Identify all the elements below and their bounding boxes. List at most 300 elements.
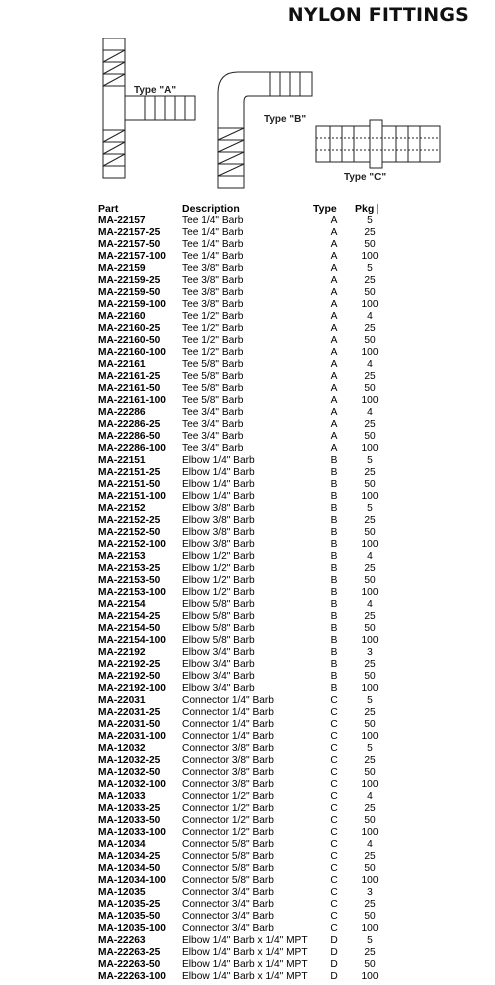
- package-qty: 50: [364, 527, 376, 538]
- table-row: [98, 911, 385, 923]
- fitting-type: B: [330, 479, 338, 490]
- part-number: MA-12032: [98, 743, 146, 754]
- description: Elbow 1/4" Barb x 1/4" MPT: [182, 959, 308, 970]
- part-number: MA-22161-50: [98, 383, 161, 394]
- package-qty: 25: [364, 755, 376, 766]
- part-number: MA-22263: [98, 935, 146, 946]
- part-number: MA-22161-100: [98, 395, 166, 406]
- fitting-type: B: [330, 647, 338, 658]
- part-number: MA-12033-25: [98, 803, 161, 814]
- part-number: MA-22192-25: [98, 659, 161, 670]
- package-qty: 50: [364, 671, 376, 682]
- part-number: MA-22154-50: [98, 623, 161, 634]
- table-row: [98, 383, 385, 395]
- fitting-type: A: [330, 443, 338, 454]
- fitting-type: C: [330, 839, 338, 850]
- description: Connector 1/2" Barb: [182, 791, 274, 802]
- part-number: MA-12035-50: [98, 911, 161, 922]
- package-qty: 25: [364, 563, 376, 574]
- fitting-type: A: [330, 407, 338, 418]
- part-number: MA-22161-25: [98, 371, 161, 382]
- description: Tee 5/8" Barb: [182, 395, 244, 406]
- fitting-type: A: [330, 359, 338, 370]
- fitting-type: B: [330, 491, 338, 502]
- part-number: MA-22192-100: [98, 683, 166, 694]
- table-row: [98, 623, 385, 635]
- parts-table: [98, 202, 385, 983]
- part-number: MA-12035-25: [98, 899, 161, 910]
- column-header-pkg: Pkg: [355, 202, 385, 215]
- part-number: MA-22157-25: [98, 227, 161, 238]
- description: Elbow 5/8" Barb: [182, 611, 255, 622]
- table-row: [98, 215, 385, 227]
- package-qty: 25: [364, 611, 376, 622]
- part-number: MA-22161: [98, 359, 146, 370]
- package-qty: 100: [361, 635, 379, 646]
- package-qty: 100: [361, 923, 379, 934]
- description: Tee 1/2" Barb: [182, 323, 244, 334]
- part-number: MA-12032-50: [98, 767, 161, 778]
- description: Elbow 3/8" Barb: [182, 527, 255, 538]
- package-qty: 100: [361, 971, 379, 982]
- part-number: MA-22286-50: [98, 431, 161, 442]
- table-row: [98, 527, 385, 539]
- table-row: [98, 707, 385, 719]
- fitting-type: C: [330, 731, 338, 742]
- description: Connector 1/4" Barb: [182, 731, 274, 742]
- part-number: MA-22159: [98, 263, 146, 274]
- part-number: MA-22159-100: [98, 299, 166, 310]
- fitting-type: C: [330, 815, 338, 826]
- fitting-type: C: [330, 707, 338, 718]
- fitting-type: A: [330, 251, 338, 262]
- description: Elbow 1/2" Barb: [182, 551, 255, 562]
- fitting-type: D: [330, 935, 338, 946]
- table-row: [98, 731, 385, 743]
- package-qty: 100: [361, 587, 379, 598]
- description: Connector 3/4" Barb: [182, 911, 274, 922]
- fitting-type: A: [330, 383, 338, 394]
- package-qty: 25: [364, 515, 376, 526]
- table-row: [98, 851, 385, 863]
- fitting-type: C: [330, 923, 338, 934]
- part-number: MA-22159-25: [98, 275, 161, 286]
- package-qty: 100: [361, 875, 379, 886]
- description: Tee 3/8" Barb: [182, 275, 244, 286]
- package-qty: 50: [364, 815, 376, 826]
- part-number: MA-12033-50: [98, 815, 161, 826]
- package-qty: 25: [364, 947, 376, 958]
- description: Tee 3/4" Barb: [182, 419, 244, 430]
- description: Tee 3/8" Barb: [182, 287, 244, 298]
- table-row: [98, 431, 385, 443]
- description: Elbow 3/8" Barb: [182, 515, 255, 526]
- table-row: [98, 827, 385, 839]
- package-qty: 100: [361, 347, 379, 358]
- fitting-type: A: [330, 287, 338, 298]
- package-qty: 25: [364, 275, 376, 286]
- table-row: [98, 419, 385, 431]
- description: Elbow 1/2" Barb: [182, 587, 255, 598]
- table-row: [98, 359, 385, 371]
- table-row: [98, 275, 385, 287]
- package-qty: 50: [364, 239, 376, 250]
- column-header-type: Type: [313, 202, 337, 215]
- parts-table-body: [98, 215, 385, 983]
- package-qty: 50: [364, 575, 376, 586]
- package-qty: 50: [364, 287, 376, 298]
- package-qty: 4: [367, 791, 373, 802]
- fitting-type: B: [330, 599, 338, 610]
- table-row: [98, 503, 385, 515]
- table-row: [98, 659, 385, 671]
- part-number: MA-22153-50: [98, 575, 161, 586]
- fitting-type: C: [330, 743, 338, 754]
- part-number: MA-22263-100: [98, 971, 166, 982]
- package-qty: 100: [361, 299, 379, 310]
- fitting-type: A: [330, 335, 338, 346]
- part-number: MA-22151-100: [98, 491, 166, 502]
- part-number: MA-12034: [98, 839, 146, 850]
- part-number: MA-22154-25: [98, 611, 161, 622]
- description: Connector 1/4" Barb: [182, 707, 274, 718]
- description: Elbow 1/4" Barb: [182, 479, 255, 490]
- description: Connector 3/4" Barb: [182, 899, 274, 910]
- fitting-type: A: [330, 311, 338, 322]
- package-qty: 25: [364, 227, 376, 238]
- description: Elbow 5/8" Barb: [182, 599, 255, 610]
- fitting-type: C: [330, 695, 338, 706]
- table-row: [98, 683, 385, 695]
- part-number: MA-22153-25: [98, 563, 161, 574]
- table-row: [98, 443, 385, 455]
- package-qty: 5: [367, 215, 373, 226]
- table-row: [98, 239, 385, 251]
- table-row: [98, 407, 385, 419]
- package-qty: 5: [367, 695, 373, 706]
- fitting-type: B: [330, 683, 338, 694]
- description: Tee 5/8" Barb: [182, 359, 244, 370]
- package-qty: 50: [364, 767, 376, 778]
- part-number: MA-12033: [98, 791, 146, 802]
- description: Connector 3/8" Barb: [182, 743, 274, 754]
- description: Elbow 3/8" Barb: [182, 503, 255, 514]
- part-number: MA-22157: [98, 215, 146, 226]
- fitting-type: A: [330, 239, 338, 250]
- part-number: MA-22286-100: [98, 443, 166, 454]
- package-qty: 50: [364, 383, 376, 394]
- package-qty: 5: [367, 743, 373, 754]
- table-row: [98, 839, 385, 851]
- part-number: MA-22157-100: [98, 251, 166, 262]
- table-row: [98, 251, 385, 263]
- fitting-type: B: [330, 455, 338, 466]
- fitting-type: A: [330, 371, 338, 382]
- elbow-fitting-drawing: [218, 72, 312, 188]
- description: Connector 1/4" Barb: [182, 719, 274, 730]
- fitting-type: B: [330, 563, 338, 574]
- description: Tee 1/4" Barb: [182, 215, 244, 226]
- table-row: [98, 347, 385, 359]
- fitting-type: B: [330, 503, 338, 514]
- fitting-type: B: [330, 659, 338, 670]
- package-qty: 4: [367, 551, 373, 562]
- package-qty: 50: [364, 911, 376, 922]
- table-row: [98, 323, 385, 335]
- fitting-type: D: [330, 971, 338, 982]
- description: Connector 3/8" Barb: [182, 755, 274, 766]
- table-row: [98, 887, 385, 899]
- package-qty: 5: [367, 935, 373, 946]
- fitting-type: C: [330, 755, 338, 766]
- part-number: MA-22031: [98, 695, 146, 706]
- description: Elbow 3/4" Barb: [182, 671, 255, 682]
- fitting-type: A: [330, 431, 338, 442]
- description: Elbow 1/4" Barb x 1/4" MPT: [182, 947, 308, 958]
- column-header-part: Part: [98, 202, 119, 215]
- description: Tee 1/2" Barb: [182, 311, 244, 322]
- table-row: [98, 803, 385, 815]
- description: Elbow 3/4" Barb: [182, 659, 255, 670]
- fitting-type: B: [330, 527, 338, 538]
- part-number: MA-22263-25: [98, 947, 161, 958]
- package-qty: 25: [364, 371, 376, 382]
- package-qty: 50: [364, 623, 376, 634]
- description: Elbow 1/4" Barb: [182, 455, 255, 466]
- part-number: MA-22031-100: [98, 731, 166, 742]
- fitting-type: A: [330, 215, 338, 226]
- package-qty: 100: [361, 251, 379, 262]
- fitting-type: B: [330, 671, 338, 682]
- fitting-type: A: [330, 275, 338, 286]
- description: Connector 3/4" Barb: [182, 923, 274, 934]
- table-row: [98, 539, 385, 551]
- fitting-type: C: [330, 827, 338, 838]
- table-row: [98, 299, 385, 311]
- fitting-type: B: [330, 635, 338, 646]
- description: Elbow 1/4" Barb x 1/4" MPT: [182, 935, 308, 946]
- part-number: MA-22031-50: [98, 719, 161, 730]
- package-qty: 25: [364, 803, 376, 814]
- fitting-type: C: [330, 899, 338, 910]
- part-number: MA-22192-50: [98, 671, 161, 682]
- part-number: MA-22151-25: [98, 467, 161, 478]
- fitting-type: C: [330, 887, 338, 898]
- package-qty: 4: [367, 359, 373, 370]
- package-qty: 100: [361, 683, 379, 694]
- package-qty: 4: [367, 407, 373, 418]
- column-divider-mark: [377, 204, 378, 214]
- table-row: [98, 947, 385, 959]
- part-number: MA-22152: [98, 503, 146, 514]
- package-qty: 100: [361, 443, 379, 454]
- package-qty: 5: [367, 503, 373, 514]
- package-qty: 50: [364, 431, 376, 442]
- table-row: [98, 971, 385, 983]
- fittings-illustration: [0, 38, 495, 198]
- fitting-type: B: [330, 515, 338, 526]
- connector-fitting-drawing: [316, 120, 440, 168]
- package-qty: 100: [361, 491, 379, 502]
- fitting-type: A: [330, 299, 338, 310]
- package-qty: 100: [361, 779, 379, 790]
- part-number: MA-22154: [98, 599, 146, 610]
- table-row: [98, 311, 385, 323]
- description: Tee 1/2" Barb: [182, 347, 244, 358]
- package-qty: 25: [364, 419, 376, 430]
- part-number: MA-22152-25: [98, 515, 161, 526]
- fitting-type: B: [330, 587, 338, 598]
- description: Connector 3/4" Barb: [182, 887, 274, 898]
- table-row: [98, 635, 385, 647]
- table-row: [98, 335, 385, 347]
- description: Connector 5/8" Barb: [182, 863, 274, 874]
- table-row: [98, 743, 385, 755]
- table-row: [98, 575, 385, 587]
- table-row: [98, 815, 385, 827]
- part-number: MA-22152-50: [98, 527, 161, 538]
- part-number: MA-22153: [98, 551, 146, 562]
- description: Elbow 1/2" Barb: [182, 563, 255, 574]
- description: Tee 1/4" Barb: [182, 251, 244, 262]
- fitting-type: C: [330, 791, 338, 802]
- table-row: [98, 479, 385, 491]
- package-qty: 50: [364, 719, 376, 730]
- fitting-type: A: [330, 227, 338, 238]
- table-row: [98, 371, 385, 383]
- type-a-label: Type "A": [134, 85, 177, 96]
- description: Elbow 5/8" Barb: [182, 635, 255, 646]
- package-qty: 3: [367, 887, 373, 898]
- table-row: [98, 467, 385, 479]
- description: Tee 1/4" Barb: [182, 239, 244, 250]
- fitting-type: C: [330, 875, 338, 886]
- fitting-type: B: [330, 623, 338, 634]
- part-number: MA-22153-100: [98, 587, 166, 598]
- table-row: [98, 587, 385, 599]
- table-row: [98, 455, 385, 467]
- description: Elbow 3/4" Barb: [182, 647, 255, 658]
- fitting-type: C: [330, 851, 338, 862]
- column-header-description: Description: [182, 202, 240, 215]
- description: Connector 1/2" Barb: [182, 803, 274, 814]
- package-qty: 25: [364, 707, 376, 718]
- page-title: NYLON FITTINGS: [287, 4, 469, 26]
- part-number: MA-12032-100: [98, 779, 166, 790]
- part-number: MA-12034-100: [98, 875, 166, 886]
- description: Tee 5/8" Barb: [182, 383, 244, 394]
- package-qty: 100: [361, 395, 379, 406]
- type-b-label: Type "B": [264, 114, 307, 125]
- tee-fitting-drawing: [103, 38, 195, 178]
- part-number: MA-22031-25: [98, 707, 161, 718]
- part-number: MA-22159-50: [98, 287, 161, 298]
- package-qty: 3: [367, 647, 373, 658]
- fitting-type: B: [330, 575, 338, 586]
- description: Connector 5/8" Barb: [182, 839, 274, 850]
- description: Elbow 5/8" Barb: [182, 623, 255, 634]
- part-number: MA-22160: [98, 311, 146, 322]
- type-c-label: Type "C": [344, 172, 387, 183]
- description: Elbow 1/4" Barb: [182, 467, 255, 478]
- package-qty: 4: [367, 839, 373, 850]
- description: Tee 1/4" Barb: [182, 227, 244, 238]
- package-qty: 100: [361, 827, 379, 838]
- description: Tee 1/2" Barb: [182, 335, 244, 346]
- description: Connector 5/8" Barb: [182, 875, 274, 886]
- package-qty: 50: [364, 863, 376, 874]
- package-qty: 100: [361, 731, 379, 742]
- part-number: MA-22160-25: [98, 323, 161, 334]
- table-header-row: [98, 202, 385, 215]
- table-row: [98, 671, 385, 683]
- part-number: MA-12034-50: [98, 863, 161, 874]
- fitting-type: A: [330, 395, 338, 406]
- table-row: [98, 779, 385, 791]
- part-number: MA-22192: [98, 647, 146, 658]
- description: Connector 3/8" Barb: [182, 767, 274, 778]
- table-row: [98, 863, 385, 875]
- description: Tee 3/8" Barb: [182, 299, 244, 310]
- fitting-type: A: [330, 263, 338, 274]
- package-qty: 50: [364, 479, 376, 490]
- fitting-type: D: [330, 947, 338, 958]
- description: Elbow 3/8" Barb: [182, 539, 255, 550]
- description: Tee 3/4" Barb: [182, 431, 244, 442]
- fitting-type: C: [330, 719, 338, 730]
- table-row: [98, 923, 385, 935]
- package-qty: 25: [364, 899, 376, 910]
- part-number: MA-22263-50: [98, 959, 161, 970]
- table-row: [98, 515, 385, 527]
- package-qty: 4: [367, 311, 373, 322]
- part-number: MA-22151-50: [98, 479, 161, 490]
- part-number: MA-22154-100: [98, 635, 166, 646]
- table-row: [98, 599, 385, 611]
- table-row: [98, 563, 385, 575]
- table-row: [98, 695, 385, 707]
- fitting-type: C: [330, 863, 338, 874]
- description: Connector 1/2" Barb: [182, 827, 274, 838]
- table-row: [98, 263, 385, 275]
- table-row: [98, 611, 385, 623]
- part-number: MA-22157-50: [98, 239, 161, 250]
- fitting-type: A: [330, 419, 338, 430]
- table-row: [98, 767, 385, 779]
- table-row: [98, 647, 385, 659]
- description: Connector 3/8" Barb: [182, 779, 274, 790]
- table-row: [98, 551, 385, 563]
- table-row: [98, 287, 385, 299]
- package-qty: 25: [364, 323, 376, 334]
- part-number: MA-22152-100: [98, 539, 166, 550]
- table-row: [98, 935, 385, 947]
- description: Tee 3/8" Barb: [182, 263, 244, 274]
- package-qty: 4: [367, 599, 373, 610]
- description: Connector 1/2" Barb: [182, 815, 274, 826]
- package-qty: 25: [364, 851, 376, 862]
- part-number: MA-12034-25: [98, 851, 161, 862]
- description: Tee 3/4" Barb: [182, 443, 244, 454]
- table-row: [98, 959, 385, 971]
- fitting-type: C: [330, 779, 338, 790]
- part-number: MA-12033-100: [98, 827, 166, 838]
- fitting-type: B: [330, 467, 338, 478]
- package-qty: 25: [364, 659, 376, 670]
- part-number: MA-22160-100: [98, 347, 166, 358]
- table-row: [98, 899, 385, 911]
- description: Connector 1/4" Barb: [182, 695, 274, 706]
